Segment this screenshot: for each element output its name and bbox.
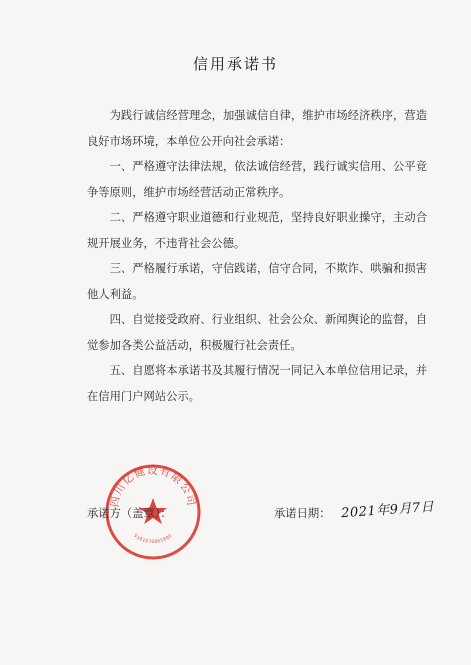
date-label: 承诺日期： xyxy=(274,507,331,520)
seal-code: 5101076005800 xyxy=(132,533,174,546)
document-body xyxy=(87,103,427,409)
paragraph-1: 一、严格遵守法律法规，依法诚信经营，践行诚实信用、公平竞争等原则，维护市场经营活动正常秩序。 xyxy=(87,160,427,199)
svg-text:5101076005800 xyxy=(132,533,173,545)
document-title: 信用承诺书 xyxy=(192,55,278,73)
signer-label: 承诺方（盖章）： xyxy=(87,507,172,520)
paragraph-5: 五、自愿将本承诺书及其履行情况一同记入本单位信用记录，并在信用门户网站公示。 xyxy=(87,364,427,403)
handwritten-date: 2021年9月7日 xyxy=(340,499,435,522)
paragraph-3: 三、严格履行承诺，守信践诺，信守合同，不欺诈、哄骗和损害他人利益。 xyxy=(87,262,427,301)
seal-text: 四川亿健设有限公司 xyxy=(108,464,198,509)
paragraph-2: 二、严格遵守职业道德和行业规范，坚持良好职业操守，主动合规开展业务，不违背社会公德。 xyxy=(87,211,427,250)
paragraph-4: 四、自觉接受政府、行业组织、社会公众、新闻舆论的监督，自觉参加各类公益活动，积极履行社会责任。 xyxy=(87,313,427,352)
paragraph-intro: 为践行诚信经营理念，加强诚信自律，维护市场经济秩序，营造良好市场环境，本单位公开向社会承诺： xyxy=(87,109,427,148)
